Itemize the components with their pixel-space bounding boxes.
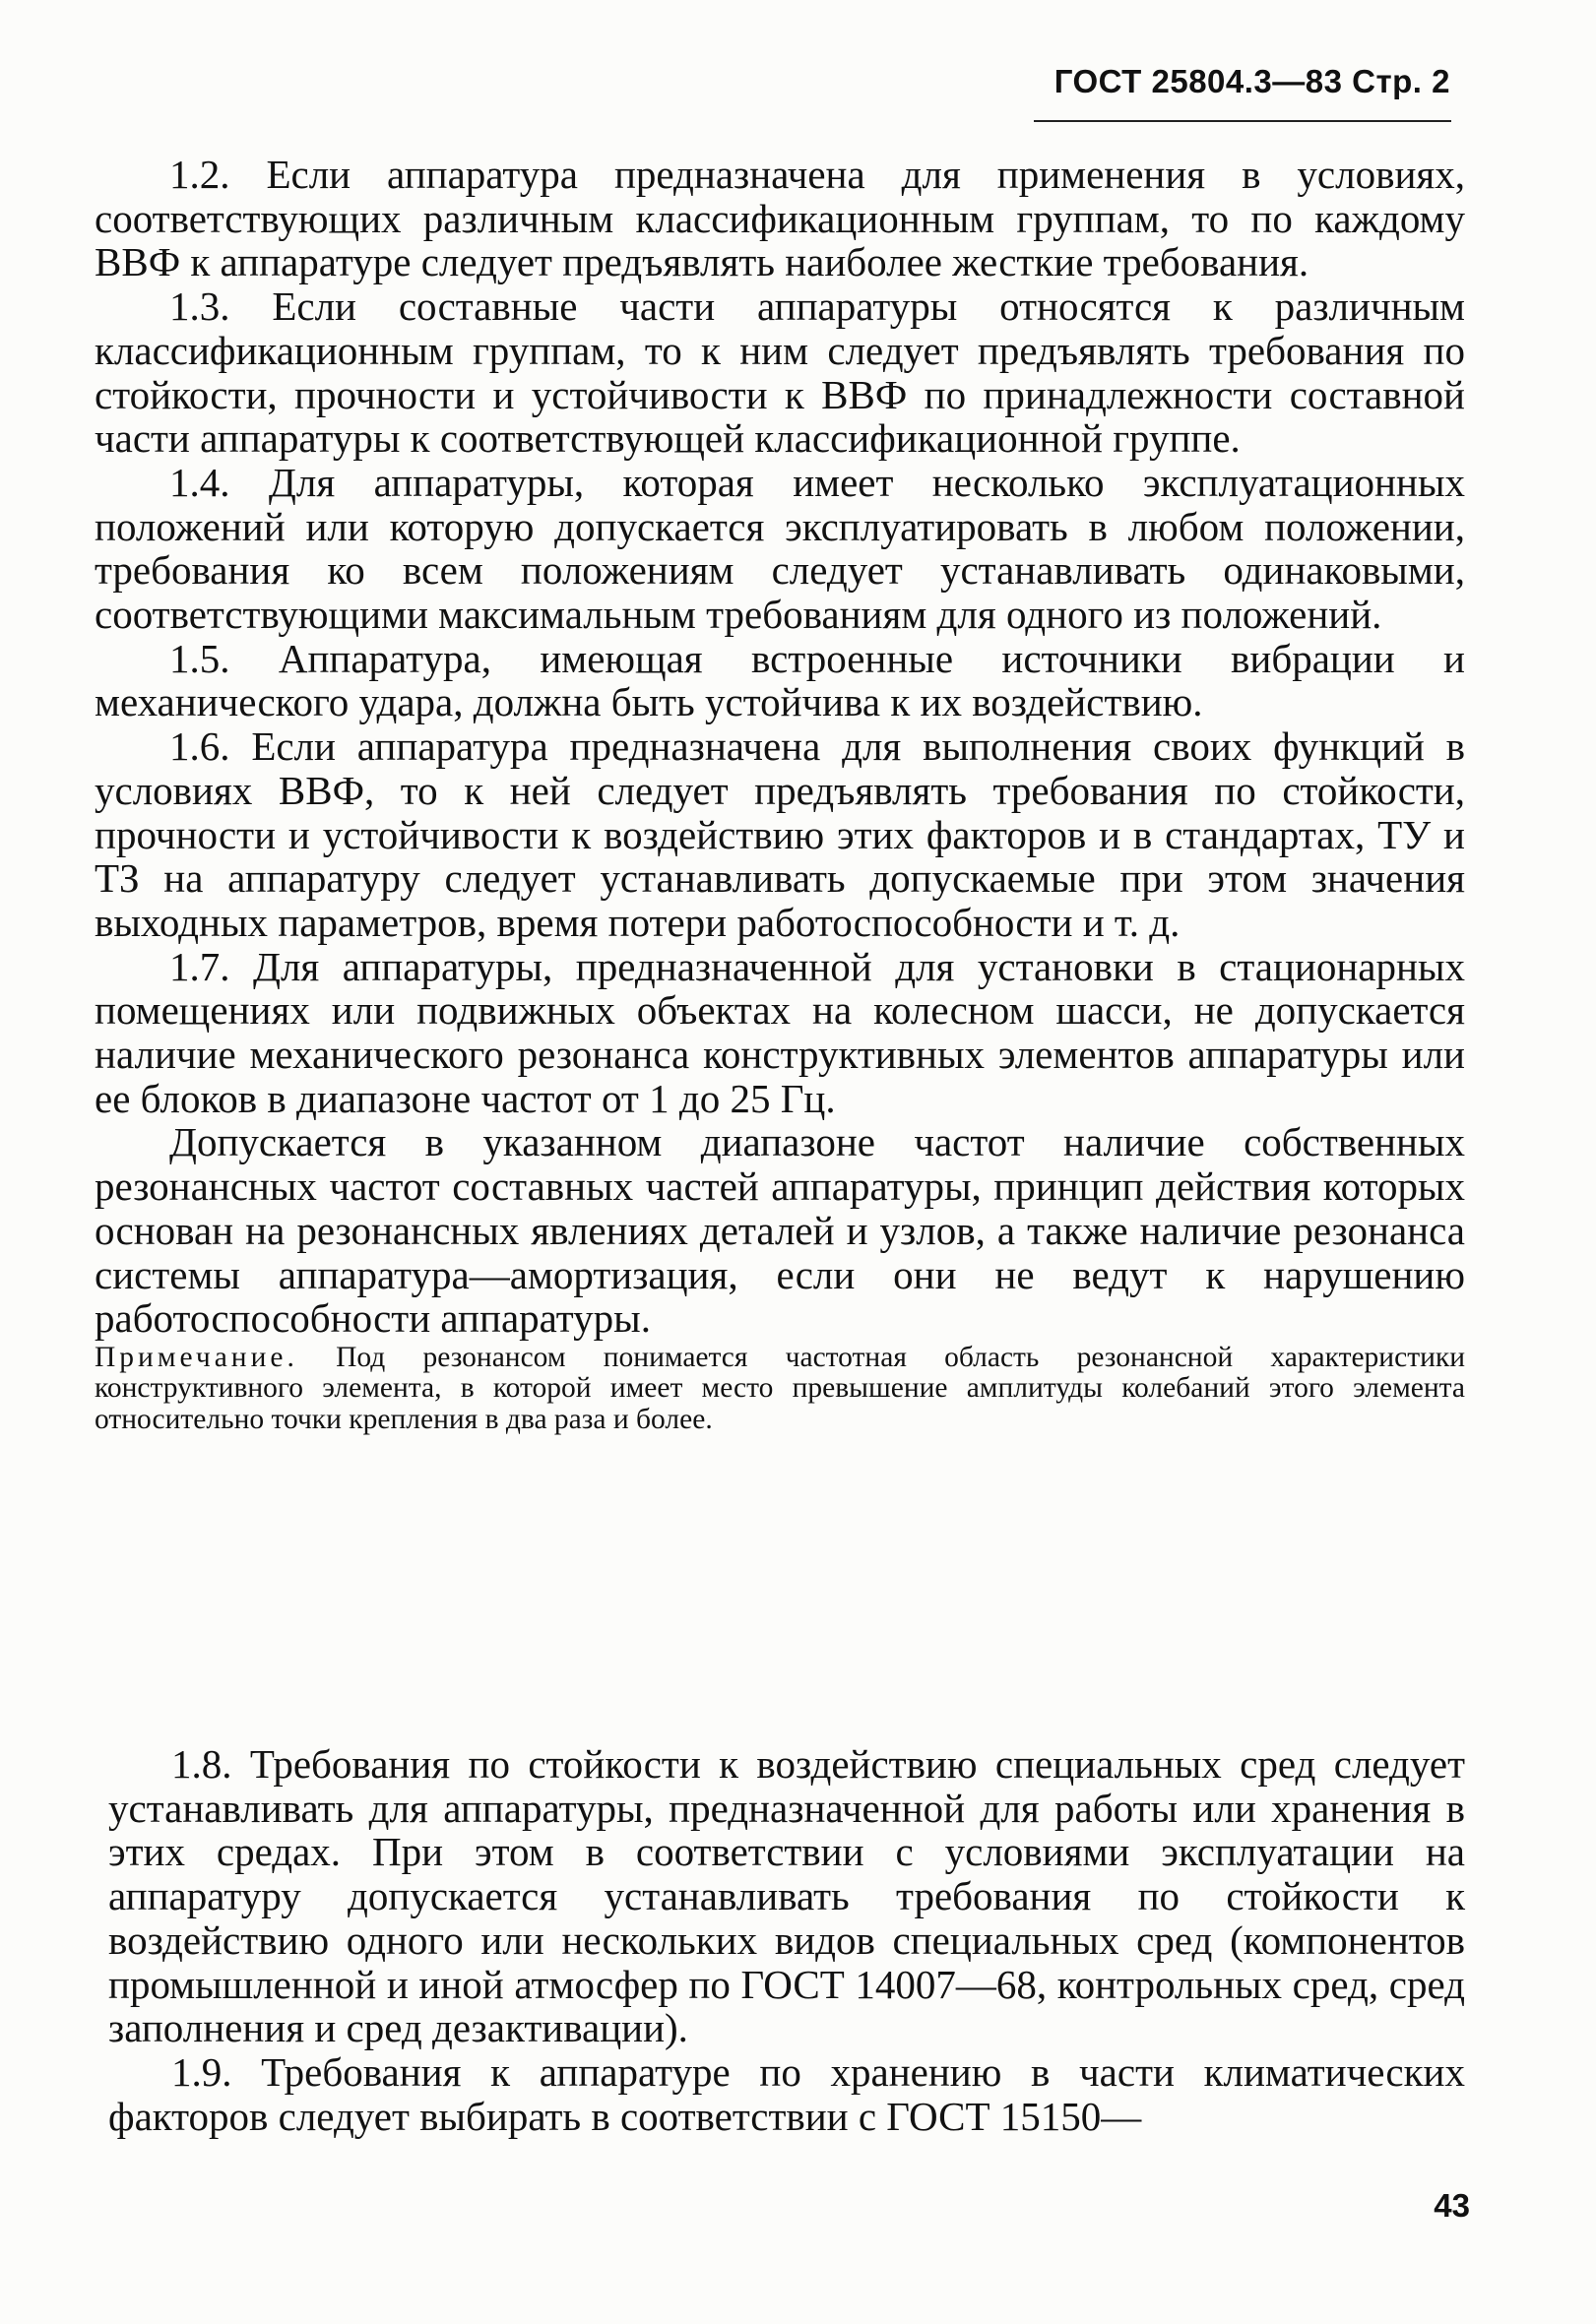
paragraph-1-8: 1.8. Требования по стойкости к воздействию специальных сред следует устанавливать для аппаратуры, предназначенной для работы или хранения в этих средах. При этом в соответствии с условиями эксплуатации на аппаратуру допускается устанавливать требования по стойкости к воздействию одного или нескольких видов специальных сред (компонентов промышленной и иной атмосфер по ГОСТ 14007—68, контрольных сред, сред заполнения и сред дезактивации). <box>108 1741 1465 2051</box>
note-text: Под резонансом понимается частотная область резонансной характеристики конструктивного элемента, в которой имеет место превышение амплитуды колебаний этого элемента относительно точки крепления в два раза и более. <box>95 1341 1465 1435</box>
note-label: Примечание. <box>95 1341 298 1373</box>
paragraph-1-7: 1.7. Для аппаратуры, предназначенной для установки в стационарных помещениях или подвижных объектах на колесном шасси, не допускается наличие механического резонанса конструктивных элементов аппаратуры или ее блоков в диапазоне частот от 1 до 25 Гц. <box>95 943 1465 1121</box>
paragraph-1-3: 1.3. Если составные части аппаратуры относятся к различным классификационным группам, то к ним следует предъявлять требования по стойкости, прочности и устойчивости к ВВФ по принадлежности составной части аппаратуры к соответствующей классификационной группе. <box>95 283 1465 462</box>
main-text-top <box>95 153 1465 1439</box>
page-number: 43 <box>1434 2187 1470 2224</box>
note <box>95 1343 1465 1436</box>
paragraph-1-7-continued: Допускается в указанном диапазоне частот наличие собственных резонансных частот составных частей аппаратуры, принцип действия которых основан на резонансных явлениях деталей и узлов, а также наличие резонанса системы аппаратура—амортизация, если они не ведут к нарушению работоспособности аппаратуры. <box>95 1119 1465 1342</box>
running-header: ГОСТ 25804.3—83 Стр. 2 <box>1053 63 1450 99</box>
paragraph-1-6: 1.6. Если аппаратура предназначена для выполнения своих функций в условиях ВВФ, то к ней следует предъявлять требования по стойкости, прочности и устойчивости к воздействию этих факторов и в стандартах, ТУ и ТЗ на аппаратуру следует устанавливать допускаемые при этом значения выходных параметров, время потери работоспособности и т. д. <box>95 723 1465 945</box>
paragraph-1-9: 1.9. Требования к аппаратуре по хранению в части климатических факторов следует выбирать в соответствии с ГОСТ 15150— <box>108 2048 1465 2139</box>
paragraph-1-2: 1.2. Если аппаратура предназначена для применения в условиях, соответствующих различным классификационным группам, то по каждому ВВФ к аппаратуре следует предъявлять наиболее жесткие требования. <box>95 152 1465 285</box>
main-text-bottom <box>108 1742 1465 2138</box>
header-rule <box>1034 120 1451 122</box>
paragraph-1-5: 1.5. Аппаратура, имеющая встроенные источники вибрации и механического удара, должна быть устойчива к их воздействию. <box>95 635 1465 725</box>
paragraph-1-4: 1.4. Для аппаратуры, которая имеет несколько эксплуатационных положений или которую допускается эксплуатировать в любом положении, требования ко всем положениям следует устанавливать одинаковыми, соответствующими максимальным требованиям для одного из положений. <box>95 459 1465 638</box>
